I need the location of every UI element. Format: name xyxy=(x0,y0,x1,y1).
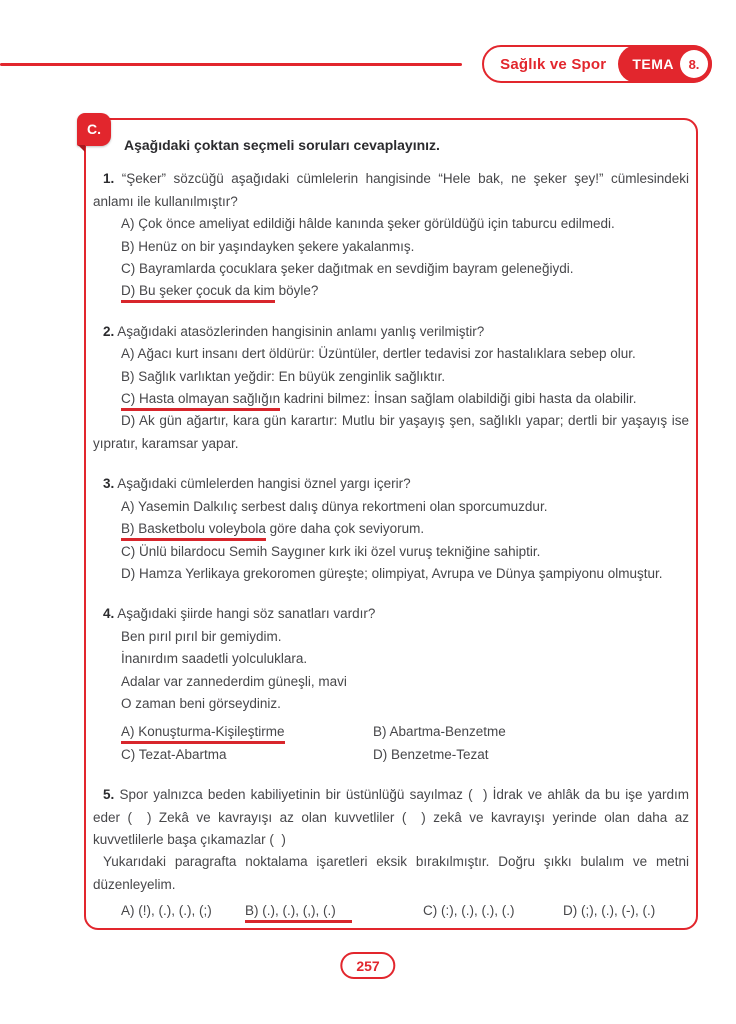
q5-options xyxy=(121,900,689,922)
poem-line-4: O zaman beni görseydiniz. xyxy=(121,695,281,711)
q5-option-b-underlined: B) (.), (.), (,), (.) xyxy=(245,903,352,923)
theme-badge xyxy=(482,45,712,83)
question-5-text xyxy=(93,784,689,851)
q3-option-b-rest: göre daha çok seviyorum. xyxy=(265,521,425,537)
question-5 xyxy=(93,784,689,922)
q2-option-c-rest: kadrini bilmez: İnsan sağlam olabildiği gibi hasta da olabilir. xyxy=(280,391,637,407)
poem-line-3: Adalar var zannederdim güneşli, mavi xyxy=(121,673,347,689)
q1-option-d xyxy=(93,280,689,302)
q1-option-d-underlined: D) Bu şeker çocuk da kim xyxy=(121,283,275,303)
q1-option-d-rest: böyle? xyxy=(274,283,319,299)
q4-options xyxy=(121,721,689,766)
q4-option-a xyxy=(121,721,373,743)
question-5-number: 5. xyxy=(103,787,115,803)
question-2-stem: Aşağıdaki atasözlerinden hangisinin anlamı yanlış verilmiştir? xyxy=(117,323,485,339)
question-box xyxy=(84,118,698,930)
poem-line-2: İnanırdım saadetli yolculuklara. xyxy=(121,651,308,667)
poem-line-1: Ben pırıl pırıl bir gemiydim. xyxy=(121,628,282,644)
q2-option-c xyxy=(93,388,689,410)
question-4-stem: Aşağıdaki şiirde hangi söz sanatları vardır? xyxy=(117,606,376,622)
question-5-note: Yukarıdaki paragrafta noktalama işaretleri eksik bırakılmıştır. Doğru şıkkı bulalım ve metni düzenleyelim. xyxy=(93,854,689,892)
tema-badge xyxy=(618,45,712,83)
question-3-number: 3. xyxy=(103,476,115,492)
tema-label: TEMA xyxy=(632,56,674,72)
q3-option-b-underlined: B) Basketbolu voleybola xyxy=(121,521,266,541)
q5-option-a: A) (!), (.), (.), (;) xyxy=(121,903,212,919)
q2-option-a: A) Ağacı kurt insanı dert öldürür: Üzüntüler, dertler tedavisi zor hastalıklara sebep olur. xyxy=(121,346,636,362)
question-3-stem: Aşağıdaki cümlelerden hangisi öznel yargı içerir? xyxy=(117,476,411,492)
q4-option-a-underlined: A) Konuşturma-Kişileştirme xyxy=(121,724,285,744)
q1-option-b: B) Henüz on bir yaşındayken şekere yakalanmış. xyxy=(121,238,415,254)
question-2 xyxy=(93,321,689,455)
q2-option-c-underlined: C) Hasta olmayan sağlığın xyxy=(121,391,280,411)
q5-option-d: D) (;), (.), (-), (.) xyxy=(563,903,656,919)
q3-option-a: A) Yasemin Dalkılıç serbest dalış dünya rekortmeni olan sporcumuzdur. xyxy=(121,498,548,514)
question-2-number: 2. xyxy=(103,323,115,339)
question-3 xyxy=(93,473,689,585)
q1-option-a: A) Çok önce ameliyat edildiği hâlde kanında şeker görüldüğü için taburcu edilmedi. xyxy=(121,216,615,232)
q3-option-c: C) Ünlü bilardocu Semih Saygıner kırk iki özel vuruş tekniğine sahiptir. xyxy=(121,543,541,559)
question-1-stem: “Şeker” sözcüğü aşağıdaki cümlelerin hangisinde “Hele bak, ne şeker şey!” cümlesindeki anlamı ile kullanılmıştır? xyxy=(93,171,689,209)
q3-option-b xyxy=(93,518,689,540)
q4-option-b: B) Abartma-Benzetme xyxy=(373,724,506,740)
q3-option-d: D) Hamza Yerlikaya grekoromen güreşte; olimpiyat, Avrupa ve Dünya şampiyonu olmuştur. xyxy=(121,565,663,581)
question-4-number: 4. xyxy=(103,606,115,622)
question-2-text xyxy=(93,321,689,343)
page-number: 257 xyxy=(340,952,395,979)
q2-option-b: B) Sağlık varlıktan yeğdir: En büyük zenginlik sağlıktır. xyxy=(121,368,446,384)
q1-option-c: C) Bayramlarda çocuklara şeker dağıtmak en sevdiğim bayram geleneğiydi. xyxy=(121,261,574,277)
question-1-number: 1. xyxy=(103,171,115,187)
section-badge: C. xyxy=(77,113,111,146)
theme-title: Sağlık ve Spor xyxy=(500,55,607,73)
question-4-text xyxy=(93,603,689,625)
q4-option-d: D) Benzetme-Tezat xyxy=(373,746,489,762)
q5-option-c: C) (:), (.), (.), (.) xyxy=(423,903,515,919)
question-4 xyxy=(93,603,689,766)
q4-option-c: C) Tezat-Abartma xyxy=(121,746,227,762)
question-5-stem: Spor yalnızca beden kabiliyetinin bir üstünlüğü sayılmaz ( ) İdrak ve ahlâk da bu işe yardım eder ( ) Zekâ ve kavrayışı az olan kuvvetliler ( ) zekâ ve kavrayışı yerinde olan daha az kuvvetlilerle başa çıkamazlar ( ) xyxy=(93,787,689,847)
q2-option-d: D) Ak gün ağartır, kara gün karartır: Mutlu bir yaşayış şen, sağlıklı yapar; dertli bir yaşayış ise yıpratır, karamsar yapar. xyxy=(93,413,689,451)
question-3-text xyxy=(93,473,689,495)
question-1 xyxy=(93,168,689,302)
tema-number: 8. xyxy=(680,50,708,78)
section-instruction: Aşağıdaki çoktan seçmeli soruları cevaplayınız. xyxy=(124,137,440,153)
q5-option-b xyxy=(245,900,423,922)
question-1-text xyxy=(93,168,689,213)
header-rule xyxy=(0,63,462,66)
